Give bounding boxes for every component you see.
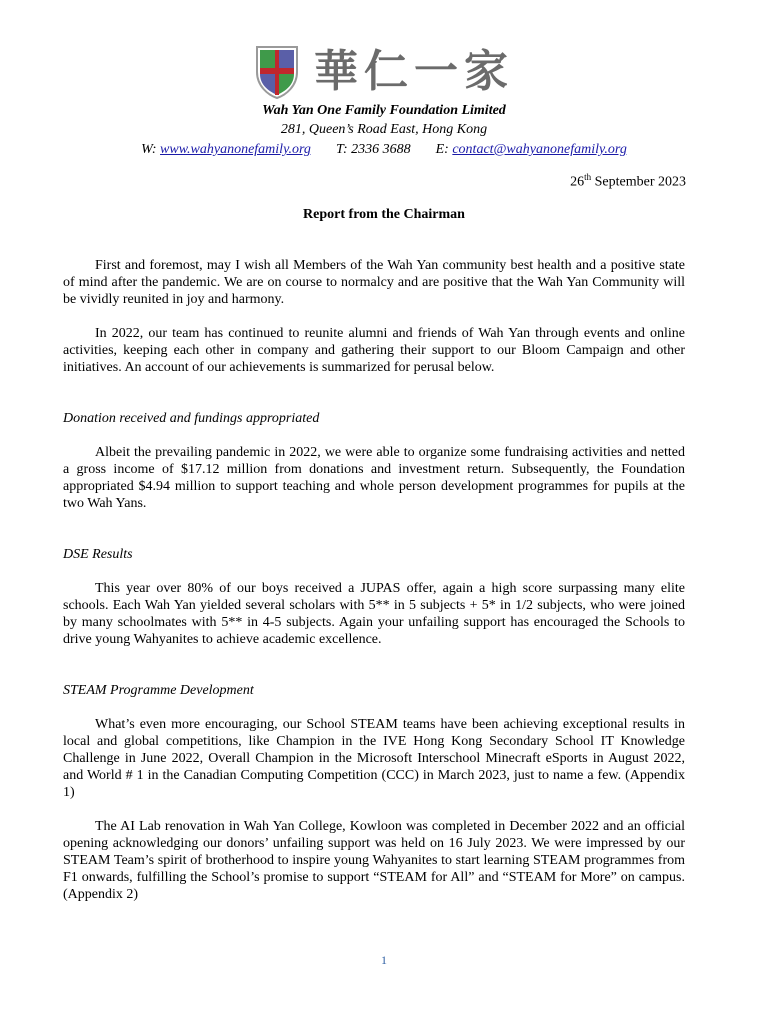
heading-dse: DSE Results [63, 547, 133, 562]
organization-address: 281, Queen’s Road East, Hong Kong [280, 122, 488, 137]
web-label: W: [141, 142, 157, 157]
report-body [63, 257, 685, 920]
letterhead [0, 42, 768, 160]
page-number: 1 [381, 953, 387, 967]
report-title: Report from the Chairman [303, 207, 465, 222]
paragraph-intro-1: First and foremost, may I wish all Members of the Wah Yan community best health and a positive state of mind after the pandemic. We are on course to normalcy and are positive that the Wah Yan Community will be vividly reunited in joy and harmony. [63, 258, 685, 307]
heading-steam: STEAM Programme Development [63, 683, 254, 698]
paragraph-donation: Albeit the prevailing pandemic in 2022, we were able to organize some fundraising activities and netted a gross income of $17.12 million from donations and investment return. Subsequently, the Foundation appropriated $4.94 million to support teaching and whole person development programmes for pupils at the two Wah Yans. [63, 445, 685, 511]
paragraph-steam-1: What’s even more encouraging, our School STEAM teams have been achieving exceptional results in local and global competitions, like Champion in the IVE Hong Kong Secondary School IT Knowledge Challenge in June 2022, Overall Champion in the Microsoft Interschool Minecraft eSports in August 2022, and World # 1 in the Canadian Computing Competition (CCC) in March 2023, just to name a few. (Appendix 1) [63, 717, 685, 800]
email-label: E: [435, 142, 449, 157]
date-day: 26 [570, 174, 585, 190]
letter-date [570, 172, 686, 191]
email-link[interactable]: contact@wahyanonefamily.org [452, 142, 627, 157]
date-suffix: th [584, 172, 592, 182]
paragraph-intro-2: In 2022, our team has continued to reunite alumni and friends of Wah Yan through events and online activities, keeping each other in company and gathering their support to our Bloom Campaign and other initiatives. An account of our achievements is summarized for perusal below. [63, 326, 685, 375]
organization-name: Wah Yan One Family Foundation Limited [262, 103, 506, 118]
logo-calligraphy: 華仁一家 [314, 46, 514, 97]
paragraph-dse: This year over 80% of our boys received a JUPAS offer, again a high score surpassing many elite schools. Each Wah Yan yielded several scholars with 5** in 5 subjects + 5* in 1/2 subjects, who were joined by many schoolmates with 5** in 4-5 subjects. Again your unfailing support has encouraged the Schools to drive young Wahyanites to achieve academic excellence. [63, 581, 685, 647]
heading-donation: Donation received and fundings appropriated [63, 411, 320, 426]
date-rest: September 2023 [591, 174, 686, 190]
paragraph-steam-2: The AI Lab renovation in Wah Yan College, Kowloon was completed in December 2022 and an official opening acknowledging our donors’ unfailing support was held on 16 July 2023. We were impressed by our STEAM Team’s spirit of brotherhood to inspire young Wahyanites to start learning STEAM programmes from F1 onwards, fulfilling the School’s promise to support “STEAM for All” and “STEAM for More” on campus. (Appendix 2) [63, 819, 685, 902]
tel-label: T: [335, 142, 348, 157]
organization-contact [0, 140, 768, 160]
logo-row [0, 42, 768, 102]
tel-number: 2336 3688 [351, 142, 411, 157]
shield-cross-icon [254, 44, 300, 100]
website-link[interactable]: www.wahyanonefamily.org [160, 142, 311, 157]
